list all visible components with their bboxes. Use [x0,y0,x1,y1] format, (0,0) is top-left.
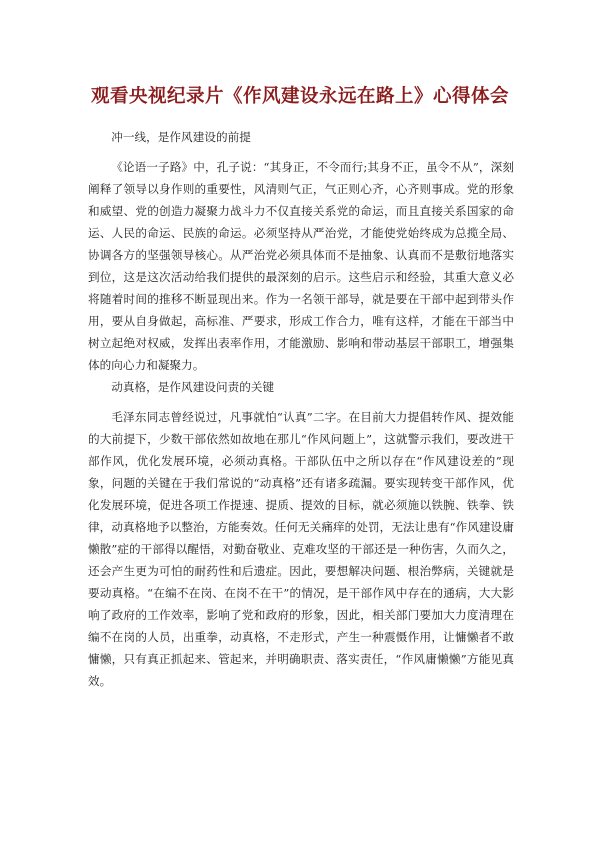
section-heading: 动真格，是作风建设问责的关键 [111,380,275,394]
section-heading: 冲一线，是作风建设的前提 [111,130,251,144]
section-paragraph: 《论语一子路》中，孔子说：“其身正，不令而行;其身不正，虽令不从”，深刻阐释了领导以身作则的重要性，风清则气正，气正则心齐，心齐则事成。党的形象和威望、党的创造力凝聚力战斗力不仅直接关系党的命运，而且直接关系国家的命运、人民的命运、民族的命运。必须坚持从严治党，才能使党始终成为总揽全局、协调各方的坚强领导核心。从严治党必须具体而不是抽象、认真而不是敷衍地落实到位，这是这次活动给我们提供的最深刻的启示。这些启示和经验，其重大意义必将随着时间的推移不断显现出来。作为一名领干部导，就是要在干部中起到带头作用，要从自身做起，高标准、严要求，形成工作合力，唯有这样，才能在干部当中树立起绝对权威，发挥出表率作用，才能激励、影响和带动基层干部职工，增强集体的向心力和凝聚力。 [88,160,514,372]
document-body [88,126,514,692]
document-title: 观看央视纪录片《作风建设永远在路上》心得体会 [90,86,509,107]
section-paragraph: 毛泽东同志曾经说过，凡事就怕“认真”二字。在目前大力提倡转作风、提效能的大前提下，少数干部依然如故地在那儿“作风问题上”，这就警示我们，要改进干部作风，优化发展环境，必须动真格。干部队伍中之所以存在“作风建设差的”现象，问题的关键在于我们常说的“动真格”还有诸多疏漏。要实现转变干部作风，优化发展环境，促进各项工作提速、提质、提效的目标，就必须施以铁腕、铁拳、铁律，动真格地予以整治，方能奏效。任何无关痛痒的处罚，无法让患有“作风建设庸懒散”症的干部得以醒悟，对勤奋敬业、克难攻坚的干部还是一种伤害，久而久之，还会产生更为可怕的耐药性和后遗症。因此，要想解决问题、根治弊病，关键就是要动真格。“在编不在岗、在岗不在干”的情况，是干部作风中存在的通病，大大影响了政府的工作效率，影响了党和政府的形象，因此，相关部门要加大力度清理在编不在岗的人员，出重拳，动真格，不走形式，产生一种震慑作用，让慵懒者不敢慵懒，只有真正抓起来、管起来，并明确职责、落实责任，“作风庸懒懒”方能见真效。 [88,410,514,688]
